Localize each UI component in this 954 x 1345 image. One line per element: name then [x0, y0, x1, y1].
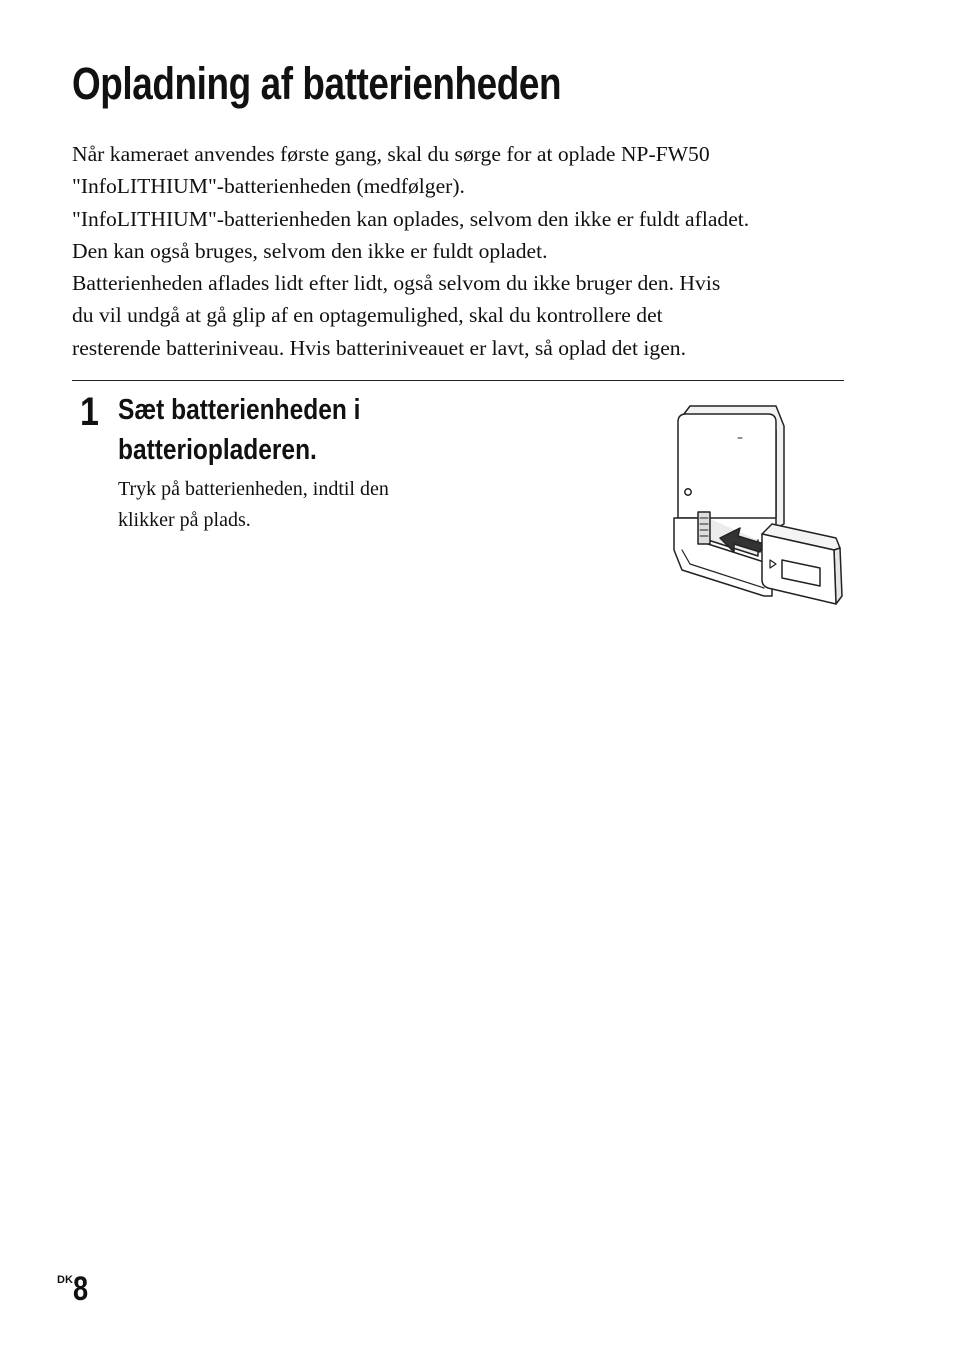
- step-title-line: Sæt batterienheden i: [118, 394, 361, 426]
- intro-line: "InfoLITHIUM"-batterienheden (medfølger).: [72, 174, 465, 199]
- section-divider: [72, 380, 844, 381]
- intro-line: resterende batteriniveau. Hvis batteriniveauet er lavt, så oplad det igen.: [72, 335, 686, 360]
- battery-charger-insert-illustration: [668, 400, 848, 610]
- step-instruction-line: Tryk på batterienheden, indtil den: [118, 478, 389, 500]
- intro-line: "InfoLITHIUM"-batterienheden kan oplades, selvom den ikke er fuldt afladet.: [72, 206, 750, 231]
- page-title: Opladning af batterienheden: [72, 58, 562, 109]
- language-code: DK: [57, 1274, 73, 1286]
- intro-line: Batterienheden aflades lidt efter lidt, også selvom du ikke bruger den. Hvis: [72, 271, 721, 296]
- page-number: [57, 1270, 92, 1309]
- intro-paragraph: [72, 138, 862, 364]
- step-title: [118, 390, 360, 470]
- step-title-line: batteriopladeren.: [118, 434, 317, 466]
- step-number: 1: [80, 390, 99, 434]
- page-number-value: 8: [72, 1270, 89, 1308]
- intro-line: du vil undgå at gå glip af en optagemulighed, skal du kontrollere det: [72, 303, 663, 328]
- intro-line: Når kameraet anvendes første gang, skal du sørge for at oplade NP-FW50: [72, 142, 710, 166]
- intro-line: Den kan også bruges, selvom den ikke er fuldt opladet.: [72, 238, 548, 263]
- step-instructions: [118, 474, 389, 536]
- step-instruction-line: klikker på plads.: [118, 509, 251, 531]
